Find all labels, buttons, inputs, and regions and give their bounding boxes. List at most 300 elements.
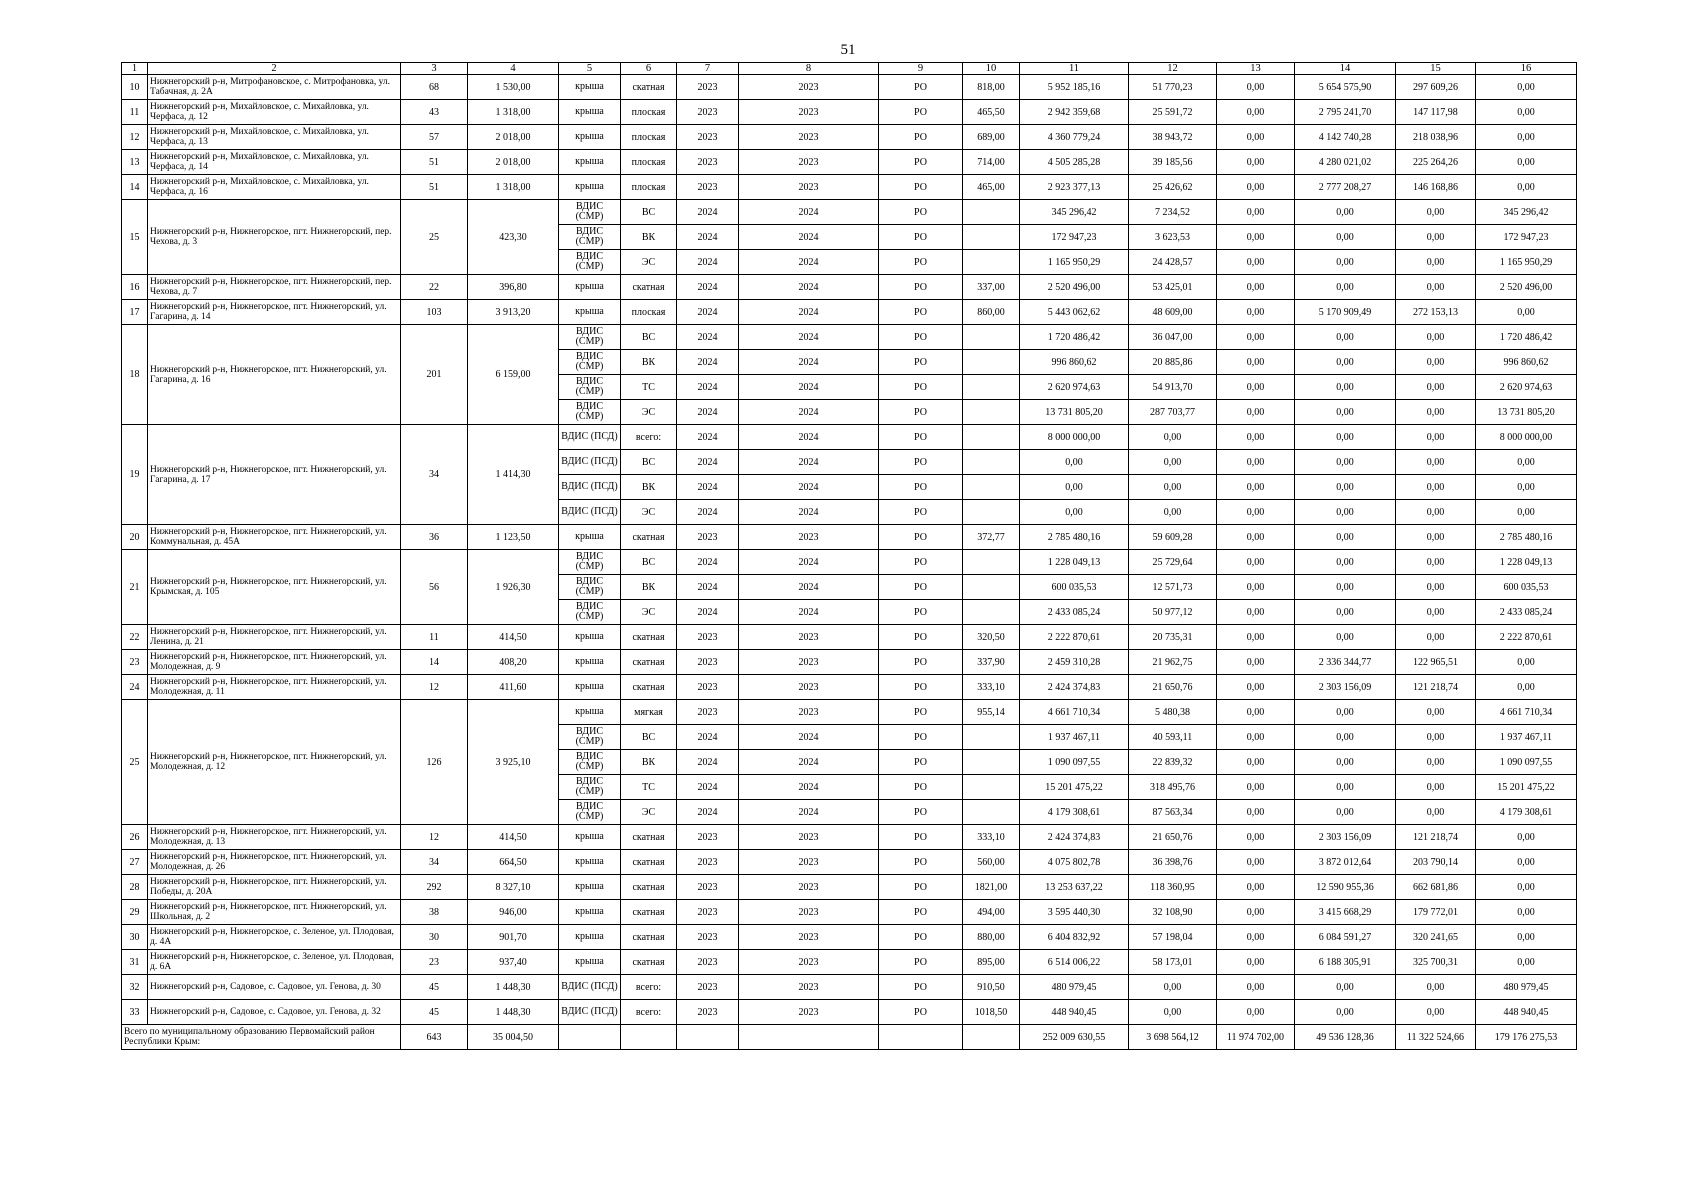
table-cell: ВС	[621, 325, 677, 350]
table-cell: 0,00	[1217, 325, 1295, 350]
table-cell: крыша	[559, 125, 621, 150]
table-cell: 2 520 496,00	[1476, 275, 1577, 300]
address-cell: Нижнегорский р-н, Нижнегорское, пгт. Нижнегорский, ул. Ленина, д. 21	[148, 625, 401, 650]
table-cell: 2023	[677, 1000, 739, 1025]
total-cell: 35 004,50	[468, 1025, 559, 1050]
table-cell: 2024	[739, 425, 879, 450]
table-cell: 901,70	[468, 925, 559, 950]
table-cell: РО	[879, 275, 963, 300]
row-number-cell: 10	[122, 75, 148, 100]
table-cell: 6 404 832,92	[1020, 925, 1129, 950]
table-cell: 0,00	[1295, 400, 1396, 425]
table-cell: 448 940,45	[1476, 1000, 1577, 1025]
table-cell: ВК	[621, 575, 677, 600]
total-cell: 49 536 128,36	[1295, 1025, 1396, 1050]
table-cell: 0,00	[1129, 500, 1217, 525]
table-cell: 860,00	[963, 300, 1020, 325]
address-cell: Нижнегорский р-н, Садовое, с. Садовое, ул. Генова, д. 32	[148, 1000, 401, 1025]
table-cell: 0,00	[1476, 475, 1577, 500]
table-cell: 8 000 000,00	[1020, 425, 1129, 450]
table-cell: 1 165 950,29	[1020, 250, 1129, 275]
table-cell: 24 428,57	[1129, 250, 1217, 275]
table-cell: 2023	[739, 850, 879, 875]
table-cell	[963, 250, 1020, 275]
row-number-cell: 29	[122, 900, 148, 925]
table-cell: 3 595 440,30	[1020, 900, 1129, 925]
table-cell: крыша	[559, 850, 621, 875]
table-cell: РО	[879, 625, 963, 650]
table-cell: 4 661 710,34	[1476, 700, 1577, 725]
table-cell: 0,00	[1396, 325, 1476, 350]
table-cell: 38	[401, 900, 468, 925]
table-cell	[963, 450, 1020, 475]
table-cell: 57 198,04	[1129, 925, 1217, 950]
table-cell: РО	[879, 125, 963, 150]
table-cell: 0,00	[1217, 225, 1295, 250]
table-cell: 2 303 156,09	[1295, 675, 1396, 700]
table-cell	[963, 775, 1020, 800]
table-cell: ВС	[621, 200, 677, 225]
table-cell: 0,00	[1476, 825, 1577, 850]
table-cell: ВДИС (СМР)	[559, 225, 621, 250]
table-cell: ЭС	[621, 250, 677, 275]
table-cell: 2024	[739, 600, 879, 625]
table-row	[122, 550, 1577, 575]
table-cell: 818,00	[963, 75, 1020, 100]
table-cell: 121 218,74	[1396, 675, 1476, 700]
table-cell: 662 681,86	[1396, 875, 1476, 900]
table-cell: 0,00	[1217, 725, 1295, 750]
table-cell: 0,00	[1295, 600, 1396, 625]
table-cell: ЭС	[621, 500, 677, 525]
table-cell: 0,00	[1396, 450, 1476, 475]
table-cell: 2 433 085,24	[1020, 600, 1129, 625]
table-row	[122, 875, 1577, 900]
table-cell: ВДИС (СМР)	[559, 325, 621, 350]
row-number-cell: 25	[122, 700, 148, 825]
table-cell: 2023	[677, 700, 739, 725]
table-row	[122, 300, 1577, 325]
address-cell: Нижнегорский р-н, Нижнегорское, пгт. Нижнегорский, ул. Крымская, д. 105	[148, 550, 401, 625]
table-cell: 0,00	[1295, 700, 1396, 725]
table-cell: 2024	[677, 350, 739, 375]
table-cell: 2024	[739, 225, 879, 250]
table-cell: 2023	[739, 925, 879, 950]
row-number-cell: 20	[122, 525, 148, 550]
table-cell: 0,00	[1295, 525, 1396, 550]
table-cell: 0,00	[1476, 925, 1577, 950]
row-number-cell: 15	[122, 200, 148, 275]
table-cell: скатная	[621, 525, 677, 550]
table-cell: 51	[401, 150, 468, 175]
table-cell: всего:	[621, 425, 677, 450]
table-cell: 0,00	[1217, 825, 1295, 850]
table-cell: 2 795 241,70	[1295, 100, 1396, 125]
table-cell: 5 952 185,16	[1020, 75, 1129, 100]
table-cell: РО	[879, 775, 963, 800]
table-cell: ЭС	[621, 400, 677, 425]
table-cell: 560,00	[963, 850, 1020, 875]
total-cell	[559, 1025, 621, 1050]
table-cell: скатная	[621, 900, 677, 925]
table-row	[122, 650, 1577, 675]
table-cell: 2023	[739, 150, 879, 175]
table-cell: 1 123,50	[468, 525, 559, 550]
table-cell: 689,00	[963, 125, 1020, 150]
table-cell: 48 609,00	[1129, 300, 1217, 325]
table-cell: 2023	[739, 175, 879, 200]
column-header: 16	[1476, 63, 1577, 75]
table-cell: 4 179 308,61	[1020, 800, 1129, 825]
table-cell: 32 108,90	[1129, 900, 1217, 925]
table-cell: 1018,50	[963, 1000, 1020, 1025]
table-cell: 0,00	[1396, 500, 1476, 525]
table-cell: 0,00	[1476, 875, 1577, 900]
table-cell: 2024	[677, 800, 739, 825]
table-cell: 2023	[677, 650, 739, 675]
table-cell: 0,00	[1295, 225, 1396, 250]
table-cell: плоская	[621, 150, 677, 175]
row-number-cell: 18	[122, 325, 148, 425]
table-cell: 0,00	[1217, 125, 1295, 150]
address-cell: Нижнегорский р-н, Михайловское, с. Михайловка, ул. Черфаса, д. 12	[148, 100, 401, 125]
table-cell: 345 296,42	[1476, 200, 1577, 225]
table-cell: 2023	[739, 1000, 879, 1025]
table-cell: ВДИС (СМР)	[559, 575, 621, 600]
table-cell: 25 426,62	[1129, 175, 1217, 200]
table-cell: 4 280 021,02	[1295, 150, 1396, 175]
table-cell: 345 296,42	[1020, 200, 1129, 225]
table-cell: крыша	[559, 525, 621, 550]
table-cell: всего:	[621, 975, 677, 1000]
table-cell: 2023	[739, 825, 879, 850]
column-header: 11	[1020, 63, 1129, 75]
table-cell: 0,00	[1020, 500, 1129, 525]
table-cell: 2023	[739, 975, 879, 1000]
table-cell: 4 661 710,34	[1020, 700, 1129, 725]
row-number-cell: 19	[122, 425, 148, 525]
table-cell: 0,00	[1217, 175, 1295, 200]
column-header: 15	[1396, 63, 1476, 75]
table-cell: ВДИС (СМР)	[559, 250, 621, 275]
table-cell: 12 571,73	[1129, 575, 1217, 600]
table-cell: 0,00	[1295, 250, 1396, 275]
address-cell: Нижнегорский р-н, Нижнегорское, пгт. Нижнегорский, пер. Чехова, д. 7	[148, 275, 401, 300]
table-cell: 2024	[677, 200, 739, 225]
table-cell: 0,00	[1396, 700, 1476, 725]
table-cell: 448 940,45	[1020, 1000, 1129, 1025]
address-cell: Нижнегорский р-н, Нижнегорское, пгт. Нижнегорский, ул. Молодежная, д. 11	[148, 675, 401, 700]
table-cell: 172 947,23	[1476, 225, 1577, 250]
table-cell: 411,60	[468, 675, 559, 700]
table-cell: 50 977,12	[1129, 600, 1217, 625]
table-cell: 2023	[677, 175, 739, 200]
column-header: 14	[1295, 63, 1396, 75]
table-cell: крыша	[559, 825, 621, 850]
row-number-cell: 22	[122, 625, 148, 650]
table-cell: крыша	[559, 875, 621, 900]
table-cell: 0,00	[1020, 475, 1129, 500]
column-header: 1	[122, 63, 148, 75]
table-cell: 0,00	[1217, 450, 1295, 475]
table-cell: 0,00	[1217, 475, 1295, 500]
table-cell: 297 609,26	[1396, 75, 1476, 100]
table-cell: 25 729,64	[1129, 550, 1217, 575]
table-cell: РО	[879, 550, 963, 575]
table-cell: 2 620 974,63	[1020, 375, 1129, 400]
table-cell: 5 443 062,62	[1020, 300, 1129, 325]
table-cell: 2024	[677, 450, 739, 475]
table-cell: 0,00	[1476, 125, 1577, 150]
table-cell: ВДИС (СМР)	[559, 750, 621, 775]
total-cell: 11 322 524,66	[1396, 1025, 1476, 1050]
table-cell: крыша	[559, 950, 621, 975]
table-cell: 3 623,53	[1129, 225, 1217, 250]
column-header: 8	[739, 63, 879, 75]
table-cell: 6 514 006,22	[1020, 950, 1129, 975]
table-cell: 2023	[739, 950, 879, 975]
table-cell: 0,00	[1396, 375, 1476, 400]
table-cell: 121 218,74	[1396, 825, 1476, 850]
table-cell: 1 318,00	[468, 100, 559, 125]
table-cell: 0,00	[1396, 275, 1476, 300]
table-cell: 494,00	[963, 900, 1020, 925]
table-cell: РО	[879, 725, 963, 750]
table-cell: РО	[879, 525, 963, 550]
address-cell: Нижнегорский р-н, Нижнегорское, пгт. Нижнегорский, ул. Гагарина, д. 14	[148, 300, 401, 325]
table-cell: скатная	[621, 875, 677, 900]
table-cell: 4 179 308,61	[1476, 800, 1577, 825]
table-cell: 0,00	[1396, 200, 1476, 225]
table-cell: 0,00	[1217, 100, 1295, 125]
column-header: 2	[148, 63, 401, 75]
table-cell: РО	[879, 900, 963, 925]
table-cell: скатная	[621, 675, 677, 700]
table-cell: 0,00	[1396, 800, 1476, 825]
table-cell: 2023	[739, 100, 879, 125]
row-number-cell: 26	[122, 825, 148, 850]
table-row	[122, 975, 1577, 1000]
table-cell: плоская	[621, 175, 677, 200]
table-cell: РО	[879, 325, 963, 350]
table-cell: 21 962,75	[1129, 650, 1217, 675]
table-cell: 2 620 974,63	[1476, 375, 1577, 400]
table-cell: 225 264,26	[1396, 150, 1476, 175]
total-cell	[621, 1025, 677, 1050]
table-cell: 43	[401, 100, 468, 125]
table-cell: 1 530,00	[468, 75, 559, 100]
address-cell: Нижнегорский р-н, Нижнегорское, пгт. Нижнегорский, ул. Гагарина, д. 16	[148, 325, 401, 425]
table-cell: 21 650,76	[1129, 675, 1217, 700]
table-cell: 0,00	[1396, 725, 1476, 750]
table-cell: 0,00	[1396, 775, 1476, 800]
table-cell: 2024	[677, 275, 739, 300]
header-row	[122, 63, 1577, 75]
table-cell: 201	[401, 325, 468, 425]
table-cell: 57	[401, 125, 468, 150]
table-cell: 4 505 285,28	[1020, 150, 1129, 175]
address-cell: Нижнегорский р-н, Нижнегорское, с. Зеленое, ул. Плодовая, д. 6А	[148, 950, 401, 975]
row-number-cell: 23	[122, 650, 148, 675]
total-cell: 643	[401, 1025, 468, 1050]
table-cell: 4 142 740,28	[1295, 125, 1396, 150]
table-row	[122, 100, 1577, 125]
table-cell: 14	[401, 650, 468, 675]
address-cell: Нижнегорский р-н, Нижнегорское, пгт. Нижнегорский, ул. Молодежная, д. 13	[148, 825, 401, 850]
address-cell: Нижнегорский р-н, Нижнегорское, пгт. Нижнегорский, ул. Гагарина, д. 17	[148, 425, 401, 525]
table-cell: скатная	[621, 625, 677, 650]
table-cell: 6 188 305,91	[1295, 950, 1396, 975]
table-cell: ВК	[621, 350, 677, 375]
table-row	[122, 275, 1577, 300]
table-cell: 320 241,65	[1396, 925, 1476, 950]
table-cell: РО	[879, 700, 963, 725]
table-cell: РО	[879, 600, 963, 625]
table-cell: 2 923 377,13	[1020, 175, 1129, 200]
table-cell: 895,00	[963, 950, 1020, 975]
table-cell: 2023	[677, 975, 739, 1000]
table-cell: 1 720 486,42	[1020, 325, 1129, 350]
table-cell	[963, 325, 1020, 350]
table-cell: 664,50	[468, 850, 559, 875]
table-cell: ВДИС (СМР)	[559, 400, 621, 425]
table-cell: всего:	[621, 1000, 677, 1025]
table-cell: скатная	[621, 650, 677, 675]
table-cell: 11	[401, 625, 468, 650]
table-cell: 2023	[739, 650, 879, 675]
table-cell: ВДИС (СМР)	[559, 800, 621, 825]
table-cell: 22	[401, 275, 468, 300]
table-cell: 414,50	[468, 825, 559, 850]
table-cell: 2024	[677, 575, 739, 600]
table-cell: плоская	[621, 125, 677, 150]
table-cell: 54 913,70	[1129, 375, 1217, 400]
total-cell	[879, 1025, 963, 1050]
table-cell: РО	[879, 175, 963, 200]
table-cell: ВС	[621, 725, 677, 750]
row-number-cell: 33	[122, 1000, 148, 1025]
table-cell: 0,00	[1396, 225, 1476, 250]
table-cell: 2024	[739, 300, 879, 325]
table-cell: 1 720 486,42	[1476, 325, 1577, 350]
table-cell: 45	[401, 1000, 468, 1025]
table-cell: 0,00	[1295, 975, 1396, 1000]
table-cell: 0,00	[1295, 575, 1396, 600]
column-header: 9	[879, 63, 963, 75]
table-cell: 2024	[739, 375, 879, 400]
table-cell: 0,00	[1476, 450, 1577, 475]
table-cell: 87 563,34	[1129, 800, 1217, 825]
table-cell	[963, 225, 1020, 250]
table-cell: 13 731 805,20	[1020, 400, 1129, 425]
table-cell: 0,00	[1396, 625, 1476, 650]
table-cell: 20 885,86	[1129, 350, 1217, 375]
table-cell	[963, 800, 1020, 825]
table-cell: 6 084 591,27	[1295, 925, 1396, 950]
table-cell: 0,00	[1396, 1000, 1476, 1025]
address-cell: Нижнегорский р-н, Нижнегорское, пгт. Нижнегорский, пер. Чехова, д. 3	[148, 200, 401, 275]
table-cell: 2023	[677, 900, 739, 925]
table-cell: ВДИС (ПСД)	[559, 500, 621, 525]
column-header: 7	[677, 63, 739, 75]
table-cell: 20 735,31	[1129, 625, 1217, 650]
table-cell: 0,00	[1295, 425, 1396, 450]
table-cell: 218 038,96	[1396, 125, 1476, 150]
table-cell: 0,00	[1217, 900, 1295, 925]
table-cell: 5 480,38	[1129, 700, 1217, 725]
table-row	[122, 625, 1577, 650]
row-number-cell: 12	[122, 125, 148, 150]
table-cell: 13 731 805,20	[1476, 400, 1577, 425]
table-cell: 480 979,45	[1020, 975, 1129, 1000]
table-cell: 2024	[739, 575, 879, 600]
table-cell: 0,00	[1217, 1000, 1295, 1025]
table-cell: 0,00	[1295, 275, 1396, 300]
table-cell: РО	[879, 200, 963, 225]
table-cell: 0,00	[1396, 750, 1476, 775]
total-cell: 3 698 564,12	[1129, 1025, 1217, 1050]
table-cell: 0,00	[1217, 950, 1295, 975]
table-cell: ВК	[621, 750, 677, 775]
table-cell: 30	[401, 925, 468, 950]
table-row	[122, 425, 1577, 450]
table-cell: 38 943,72	[1129, 125, 1217, 150]
table-cell: 0,00	[1217, 850, 1295, 875]
table-cell: 7 234,52	[1129, 200, 1217, 225]
table-row	[122, 1000, 1577, 1025]
table-cell: 2 018,00	[468, 150, 559, 175]
address-cell: Нижнегорский р-н, Нижнегорское, пгт. Нижнегорский, ул. Коммунальная, д. 45А	[148, 525, 401, 550]
table-cell: 2024	[677, 375, 739, 400]
table-cell: 1 937 467,11	[1020, 725, 1129, 750]
table-cell: 0,00	[1217, 600, 1295, 625]
table-cell: 2023	[739, 900, 879, 925]
table-row	[122, 925, 1577, 950]
table-cell: 0,00	[1295, 625, 1396, 650]
column-header: 10	[963, 63, 1020, 75]
table-cell: 51	[401, 175, 468, 200]
table-cell: 480 979,45	[1476, 975, 1577, 1000]
table-cell: РО	[879, 800, 963, 825]
table-cell: 0,00	[1476, 900, 1577, 925]
table-row	[122, 150, 1577, 175]
table-row	[122, 850, 1577, 875]
table-row	[122, 525, 1577, 550]
address-cell: Нижнегорский р-н, Нижнегорское, пгт. Нижнегорский, ул. Молодежная, д. 9	[148, 650, 401, 675]
table-cell: 0,00	[1217, 800, 1295, 825]
table-cell: 1 090 097,55	[1020, 750, 1129, 775]
table-cell: 2023	[739, 675, 879, 700]
table-cell: 2 459 310,28	[1020, 650, 1129, 675]
table-body	[122, 63, 1577, 1050]
table-cell: РО	[879, 925, 963, 950]
table-cell: 0,00	[1396, 250, 1476, 275]
table-cell: 2024	[739, 500, 879, 525]
table-cell: 946,00	[468, 900, 559, 925]
table-cell: РО	[879, 750, 963, 775]
table-cell: 287 703,77	[1129, 400, 1217, 425]
table-cell: 3 925,10	[468, 700, 559, 825]
table-cell: РО	[879, 1000, 963, 1025]
table-cell: 5 654 575,90	[1295, 75, 1396, 100]
table-cell: 2023	[739, 625, 879, 650]
table-cell: крыша	[559, 675, 621, 700]
capital-repair-table	[121, 62, 1577, 1050]
table-cell: 0,00	[1476, 300, 1577, 325]
table-cell: 0,00	[1217, 375, 1295, 400]
table-cell: 2023	[677, 150, 739, 175]
table-cell: 2023	[677, 825, 739, 850]
